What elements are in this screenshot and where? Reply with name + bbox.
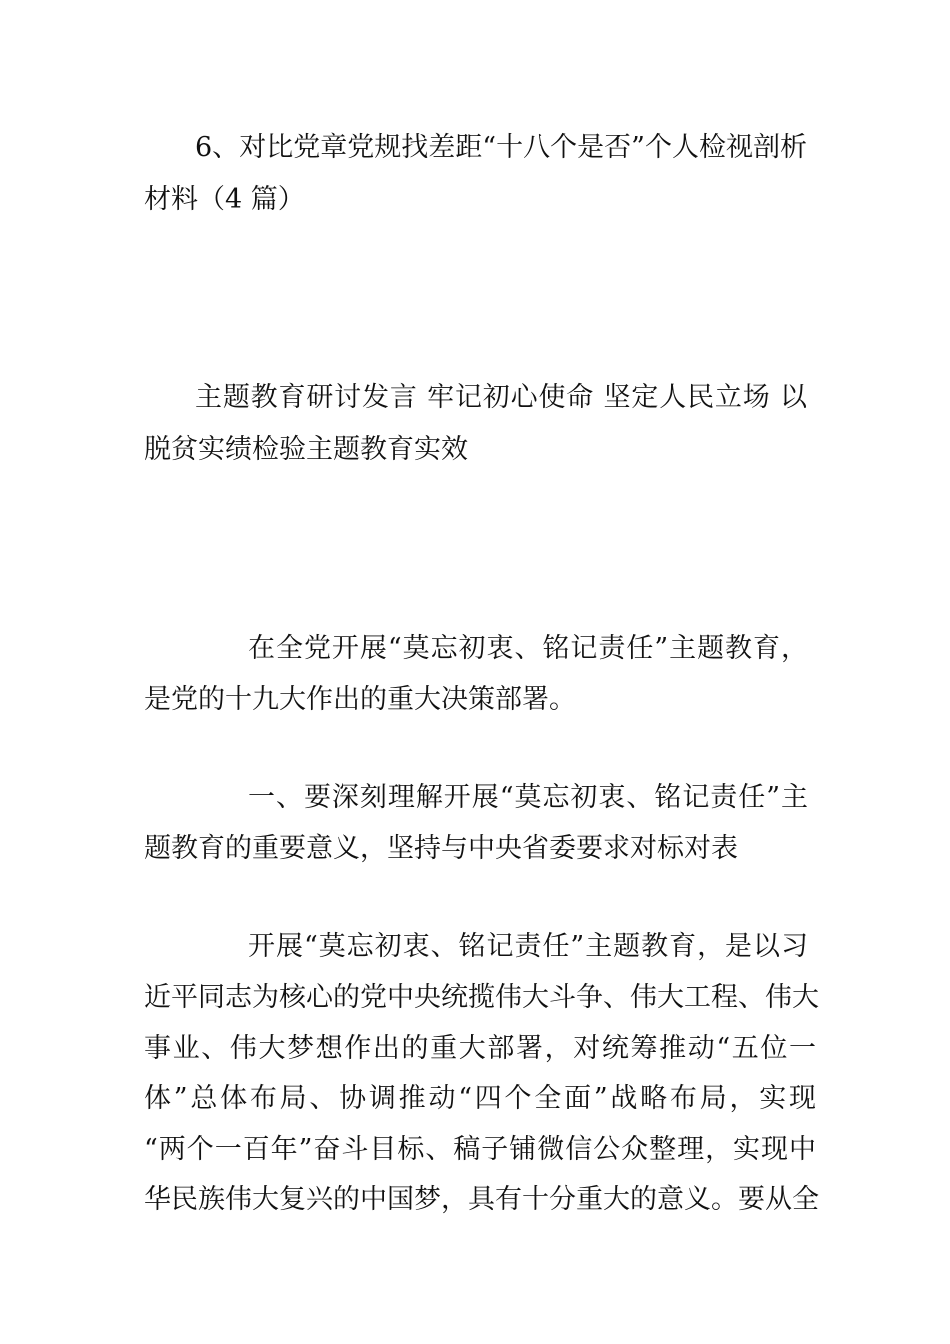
paragraph-3-line-3: 事业、伟大梦想作出的重大部署，对统筹推动“五位一 [144, 1033, 816, 1064]
paragraph-1-line-2: 是党的十九大作出的重大决策部署。 [144, 684, 576, 715]
heading-line-2: 材料（4 篇） [144, 184, 305, 215]
heading-line-1: 6、对比党章党规找差距“十八个是否”个人检视剖析 [195, 132, 807, 163]
subtitle-line-1: 主题教育研讨发言 牢记初心使命 坚定人民立场 以 [195, 382, 807, 413]
section-heading-line-2: 题教育的重要意义，坚持与中央省委要求对标对表 [144, 833, 738, 864]
subtitle-line-2: 脱贫实绩检验主题教育实效 [144, 434, 468, 465]
paragraph-3-line-5: “两个一百年”奋斗目标、稿子铺微信公众整理，实现中 [144, 1134, 816, 1165]
paragraph-3-line-2: 近平同志为核心的党中央统揽伟大斗争、伟大工程、伟大 [144, 982, 819, 1013]
paragraph-3-line-4: 体”总体布局、协调推动“四个全面”战略布局，实现 [144, 1083, 816, 1114]
paragraph-3-line-1: 开展“莫忘初衷、铭记责任”主题教育，是以习 [248, 931, 808, 962]
section-heading-line-1: 一、要深刻理解开展“莫忘初衷、铭记责任”主 [248, 782, 808, 813]
paragraph-3-line-6: 华民族伟大复兴的中国梦，具有十分重大的意义。要从全 [144, 1184, 819, 1215]
paragraph-1-line-1: 在全党开展“莫忘初衷、铭记责任”主题教育， [248, 633, 808, 664]
